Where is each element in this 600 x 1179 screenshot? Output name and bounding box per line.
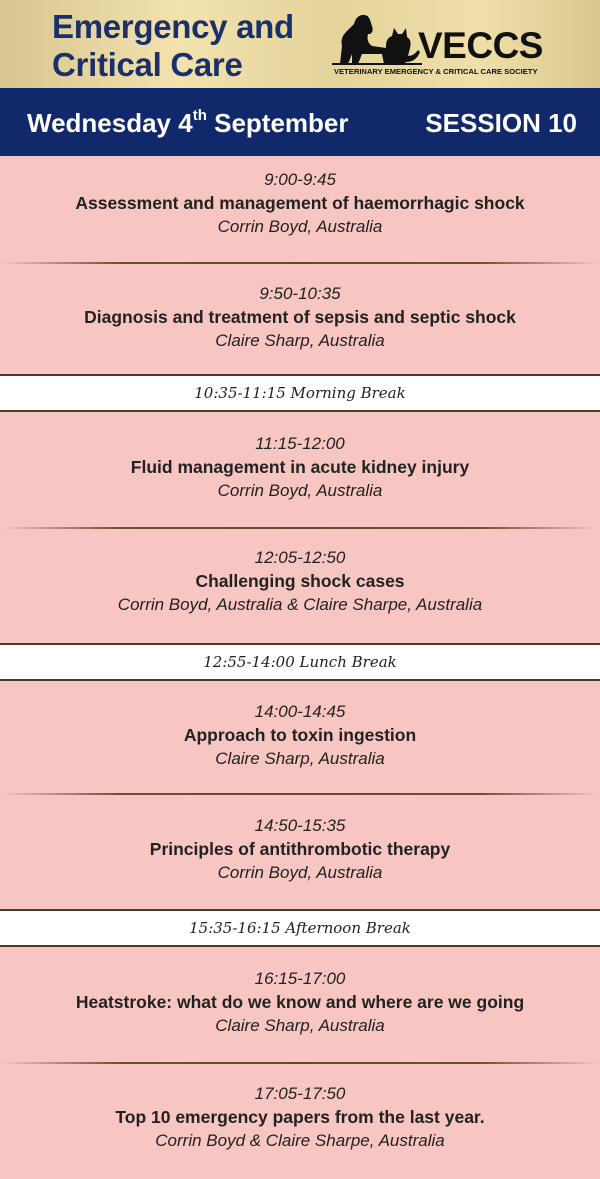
talk-time: 16:15-17:00 <box>254 969 346 988</box>
break-row: 10:35-11:15 Morning Break <box>0 374 600 412</box>
divider <box>0 262 600 264</box>
break-row: 15:35-16:15 Afternoon Break <box>0 909 600 947</box>
title-line-1: Emergency and <box>52 8 294 45</box>
talk-title: Fluid management in acute kidney injury <box>130 457 470 477</box>
session-number: SESSION 10 <box>425 108 577 138</box>
talk-title: Principles of antithrombotic therapy <box>149 839 451 859</box>
divider <box>0 527 600 529</box>
page-title <box>52 8 294 84</box>
veccs-logo <box>332 12 560 82</box>
talk-slot <box>0 688 600 792</box>
header <box>0 0 600 88</box>
dog-and-cat-silhouette-icon <box>332 12 422 68</box>
date-day: Wednesday 4 <box>27 108 193 138</box>
talk-speaker: Claire Sharp, Australia <box>215 1016 385 1035</box>
talk-slot <box>0 156 600 262</box>
talk-time: 9:00-9:45 <box>264 170 336 189</box>
talk-speaker: Corrin Boyd, Australia <box>217 217 383 236</box>
logo-subtitle: VETERINARY EMERGENCY & CRITICAL CARE SOCIETY <box>334 67 538 76</box>
talk-title: Diagnosis and treatment of sepsis and septic shock <box>84 307 516 327</box>
logo-name: VECCS <box>418 25 543 66</box>
talk-speaker: Corrin Boyd, Australia & Claire Sharpe, Australia <box>117 595 483 614</box>
talk-slot <box>0 534 600 642</box>
talk-time: 14:50-15:35 <box>254 816 346 835</box>
talk-time: 17:05-17:50 <box>254 1084 346 1103</box>
talk-slot <box>0 420 600 526</box>
talk-speaker: Corrin Boyd, Australia <box>217 863 383 882</box>
talk-title: Approach to toxin ingestion <box>183 725 417 745</box>
talk-time: 11:15-12:00 <box>255 434 345 453</box>
session-date <box>27 108 348 139</box>
title-line-2: Critical Care <box>52 46 243 83</box>
session-banner <box>0 88 600 156</box>
talk-title: Challenging shock cases <box>195 571 405 591</box>
talk-slot <box>0 802 600 908</box>
talk-speaker: Corrin Boyd, Australia <box>217 481 383 500</box>
talk-slot <box>0 270 600 374</box>
date-month: September <box>206 108 349 138</box>
talk-title: Assessment and management of haemorrhagic shock <box>75 193 525 213</box>
talk-speaker: Corrin Boyd & Claire Sharpe, Australia <box>155 1131 445 1150</box>
talk-title: Top 10 emergency papers from the last year. <box>115 1107 485 1127</box>
date-ordinal: th <box>192 107 207 124</box>
talk-time: 12:05-12:50 <box>254 548 346 567</box>
talk-speaker: Claire Sharp, Australia <box>215 749 385 768</box>
talk-slot <box>0 1070 600 1179</box>
talk-time: 9:50-10:35 <box>259 284 341 303</box>
talk-time: 14:00-14:45 <box>254 702 346 721</box>
break-row: 12:55-14:00 Lunch Break <box>0 643 600 681</box>
talk-title: Heatstroke: what do we know and where are we going <box>75 992 525 1012</box>
divider <box>0 793 600 795</box>
divider <box>0 1062 600 1064</box>
talk-slot <box>0 955 600 1061</box>
talk-speaker: Claire Sharp, Australia <box>215 331 385 350</box>
